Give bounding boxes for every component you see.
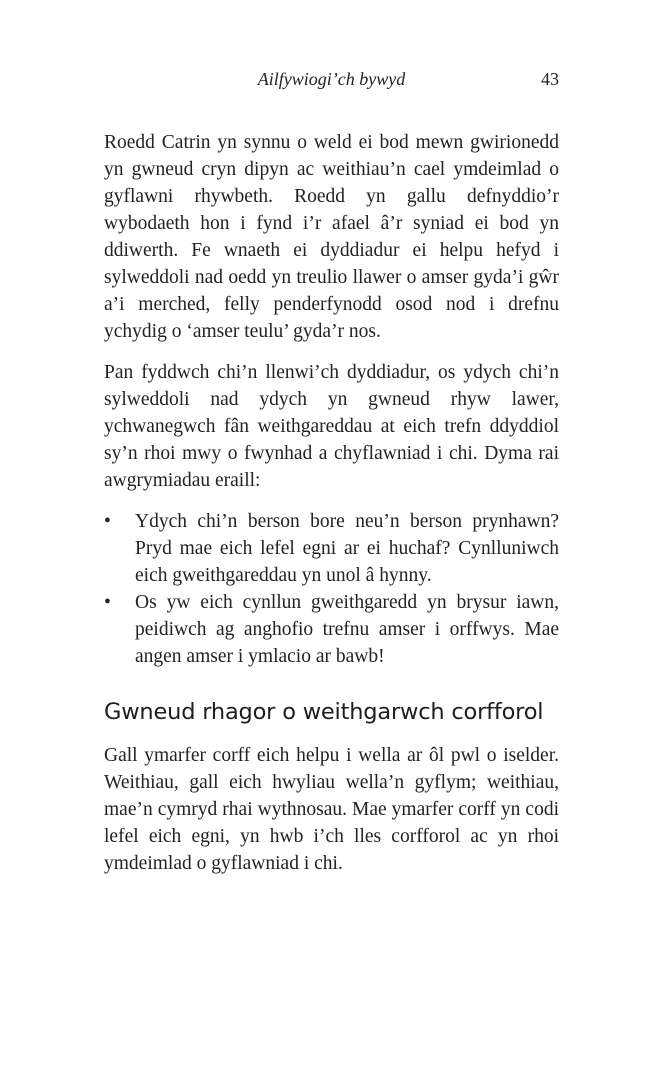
bullet-icon: •: [104, 511, 111, 532]
section-paragraph: Gall ymarfer corff eich helpu i wella ar ôl pwl o iselder. Weithiau, gall eich hwyliau wella’n gyflym; weithiau, mae’n cymryd rhai wythnosau. Mae ymarfer corff yn codi lefel eich egni, yn hwb i’ch lles corfforol ac yn rhoi ymdeimlad o gyflawniad i chi.: [104, 745, 559, 874]
section-heading: Gwneud rhagor o weithgarwch corfforol: [104, 699, 544, 725]
running-title: Ailfywiogi’ch bywyd: [257, 69, 406, 89]
list-item: [104, 508, 559, 589]
body-paragraph-2: Pan fyddwch chi’n llenwi’ch dyddiadur, os ydych chi’n sylweddoli nad ydych yn gwneud rhyw lawer, ychwanegwch fân weithgareddau at eich trefn ddyddiol sy’n rhoi mwy o fwynhad a chyflawniad i chi. Dyma rai awgrymiadau eraill:: [104, 362, 559, 491]
bullet-icon: •: [104, 592, 111, 613]
list-item-text: Ydych chi’n berson bore neu’n berson prynhawn? Pryd mae eich lefel egni ar ei huchaf? Cynlluniwch eich gweithgareddau yn unol â hynny.: [135, 511, 559, 586]
body-paragraph-1: Roedd Catrin yn synnu o weld ei bod mewn gwirionedd yn gwneud cryn dipyn ac weithiau’n cael ymdeimlad o gyflawni rhywbeth. Roedd yn gallu defnyddio’r wybodaeth hon i fynd i’r afael â’r syniad ei bod yn ddiwerth. Fe wnaeth ei dyddiadur ei helpu hefyd i sylweddoli nad oedd yn treulio llawer o amser gyda’i gŵr a’i merched, felly penderfynodd osod nod i drefnu ychydig o ‘amser teulu’ gyda’r nos.: [104, 132, 559, 342]
list-item-text: Os yw eich cynllun gweithgaredd yn brysur iawn, peidiwch ag anghofio trefnu amser i orffwys. Mae angen amser i ymlacio ar bawb!: [135, 592, 559, 667]
suggestion-list: [104, 508, 559, 670]
running-head: [104, 66, 559, 92]
page-number: 43: [541, 69, 559, 89]
page-body: [104, 129, 559, 891]
list-item: [104, 589, 559, 670]
